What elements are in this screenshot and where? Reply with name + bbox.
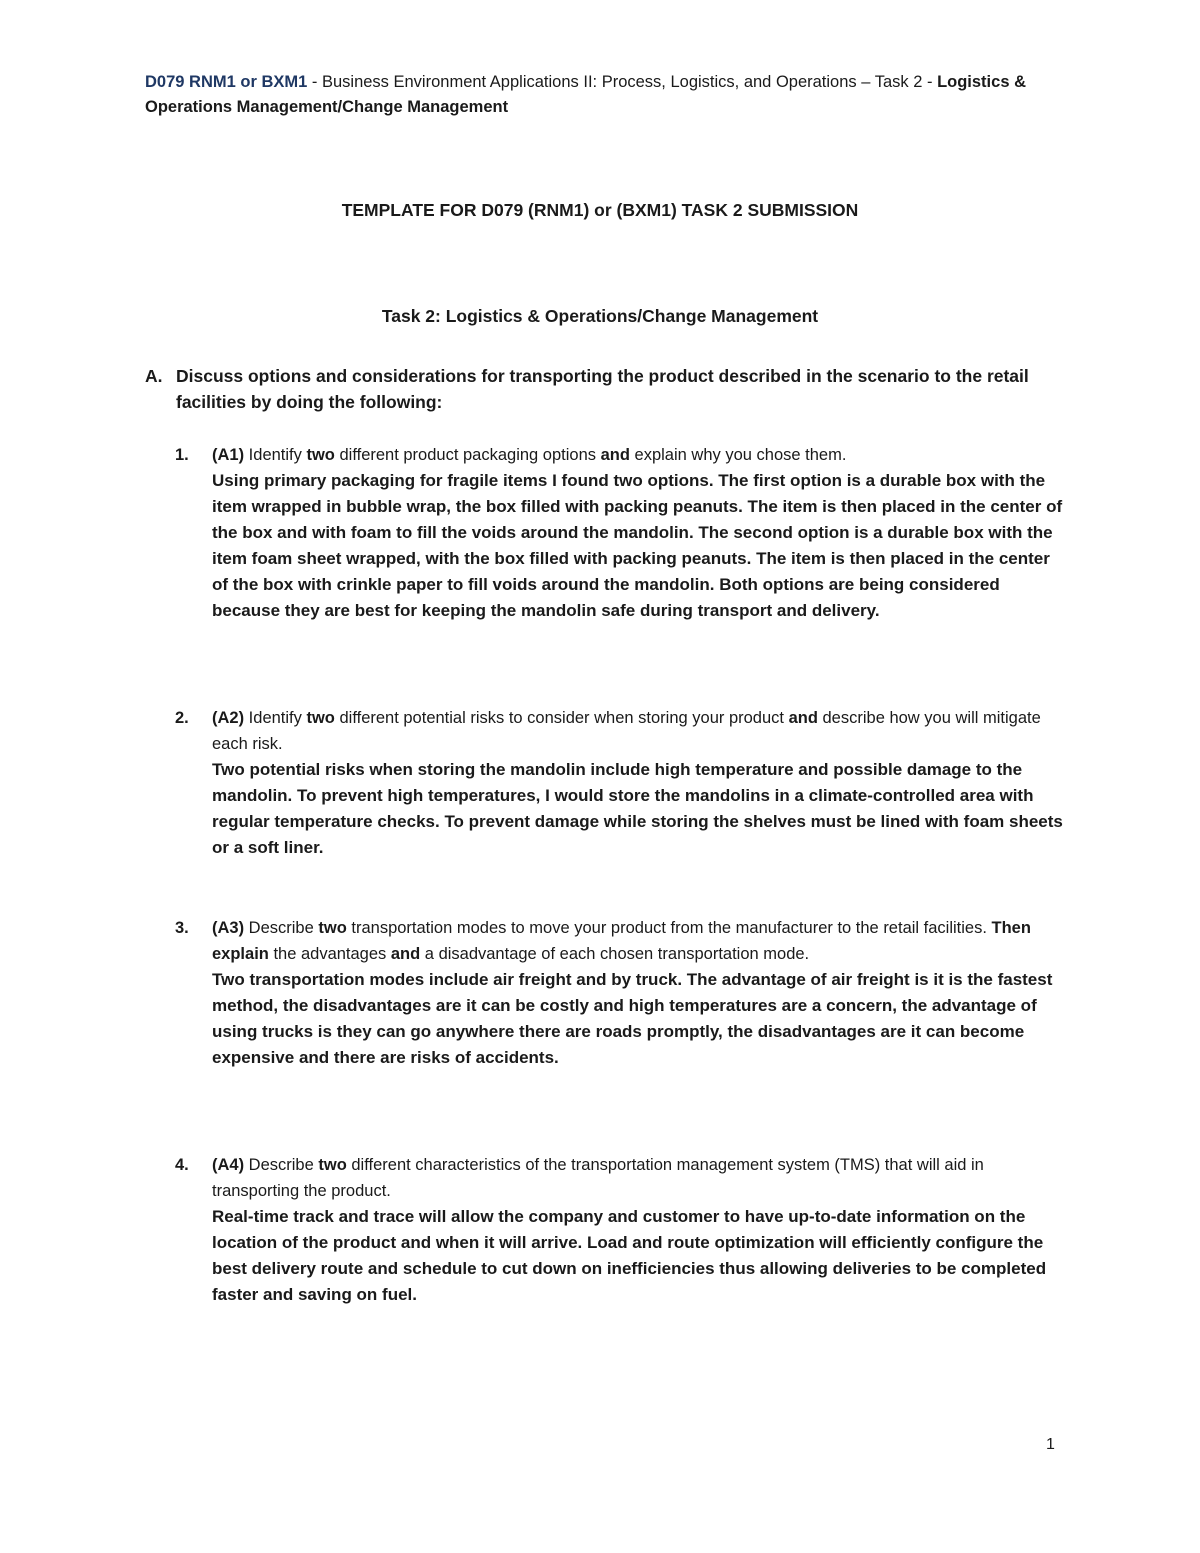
prompt-keyword: two: [318, 919, 347, 937]
prompt-text: Describe: [244, 1156, 319, 1174]
prompt-text: different product packaging options: [334, 446, 601, 464]
question-code: (A2): [212, 709, 245, 727]
prompt-text: explain why you chose them.: [629, 446, 847, 464]
question-item-a2: [175, 705, 1065, 861]
prompt-text: transportation modes to move your product from the manufacturer to the retail facilities.: [346, 919, 992, 937]
course-code: D079 RNM1 or BXM1: [145, 73, 308, 91]
prompt-keyword: and: [788, 709, 818, 727]
prompt-keyword: two: [318, 1156, 347, 1174]
prompt-keyword: and: [600, 446, 630, 464]
prompt-text: a disadvantage of each chosen transportation mode.: [420, 945, 810, 963]
course-name: Business Environment Applications II: Process, Logistics, and Operations: [321, 73, 857, 91]
question-item-a3: [175, 915, 1065, 1071]
section-instructions: Discuss options and considerations for transporting the product described in the scenario to the retail facilities by doing the following:: [176, 366, 1029, 412]
prompt-text: describe how you will mitigate each risk.: [212, 709, 1041, 753]
question-item-a1: [175, 442, 1065, 624]
prompt-text: Identify: [244, 709, 307, 727]
question-prompt: [212, 442, 1065, 468]
question-prompt: [212, 915, 1065, 967]
question-code: (A4): [212, 1156, 245, 1174]
question-prompt: [212, 705, 1065, 757]
question-code: (A3): [212, 919, 245, 937]
prompt-text: different characteristics of the transportation management system (TMS) that will aid in transporting the product.: [212, 1156, 984, 1200]
answer-text: Two transportation modes include air freight and by truck. The advantage of air freight is it is the fastest method, the disadvantages are it can be costly and high temperatures are a concern, the advantage of using trucks is they can go anywhere there are roads promptly, the disadvantages are it can become expensive and there are risks of accidents.: [212, 970, 1053, 1067]
prompt-text: the advantages: [268, 945, 391, 963]
prompt-keyword: Then explain: [212, 919, 1031, 963]
prompt-keyword: two: [306, 446, 335, 464]
page-number: 1: [1046, 1436, 1055, 1453]
header-separator: – Task 2 -: [856, 73, 938, 91]
item-number: 1.: [175, 446, 189, 464]
prompt-text: Describe: [244, 919, 319, 937]
answer-text: Real-time track and trace will allow the company and customer to have up-to-date information on the location of the product and when it will arrive. Load and route optimization will efficiently configure the best delivery route and schedule to cut down on inefficiencies thus allowing deliveries to be completed faster and saving on fuel.: [212, 1207, 1047, 1304]
question-prompt: [212, 1152, 1065, 1204]
item-number: 4.: [175, 1156, 189, 1174]
page-header: [145, 70, 1065, 120]
section-label: A.: [145, 366, 163, 386]
answer-text: Two potential risks when storing the mandolin include high temperature and possible damage to the mandolin. To prevent high temperatures, I would store the mandolins in a climate-controlled area with regular temperature checks. To prevent damage while storing the shelves must be lined with foam sheets or a soft liner.: [212, 760, 1063, 857]
answer-text: Using primary packaging for fragile items I found two options. The first option is a durable box with the item wrapped in bubble wrap, the box filled with packing peanuts. The item is then placed in the center of the box and with foam to fill the voids around the mandolin. The second option is a durable box with the item foam sheet wrapped, with the box filled with packing peanuts. The item is then placed in the center of the box with crinkle paper to fill voids around the mandolin. Both options are being considered because they are best for keeping the mandolin safe during transport and delivery.: [212, 471, 1063, 620]
item-number: 3.: [175, 919, 189, 937]
item-number: 2.: [175, 709, 189, 727]
section-a: [145, 363, 1065, 415]
prompt-text: different potential risks to consider when storing your product: [334, 709, 789, 727]
document-title: TEMPLATE FOR D079 (RNM1) or (BXM1) TASK 2 SUBMISSION: [341, 200, 859, 220]
prompt-text: Identify: [244, 446, 307, 464]
prompt-keyword: and: [390, 945, 421, 963]
header-separator: -: [307, 73, 322, 91]
prompt-keyword: two: [306, 709, 335, 727]
task-topic: Logistics & Operations Management/Change Management: [145, 73, 1026, 116]
task-subtitle: Task 2: Logistics & Operations/Change Management: [381, 306, 819, 326]
question-item-a4: [175, 1152, 1065, 1308]
question-code: (A1): [212, 446, 245, 464]
